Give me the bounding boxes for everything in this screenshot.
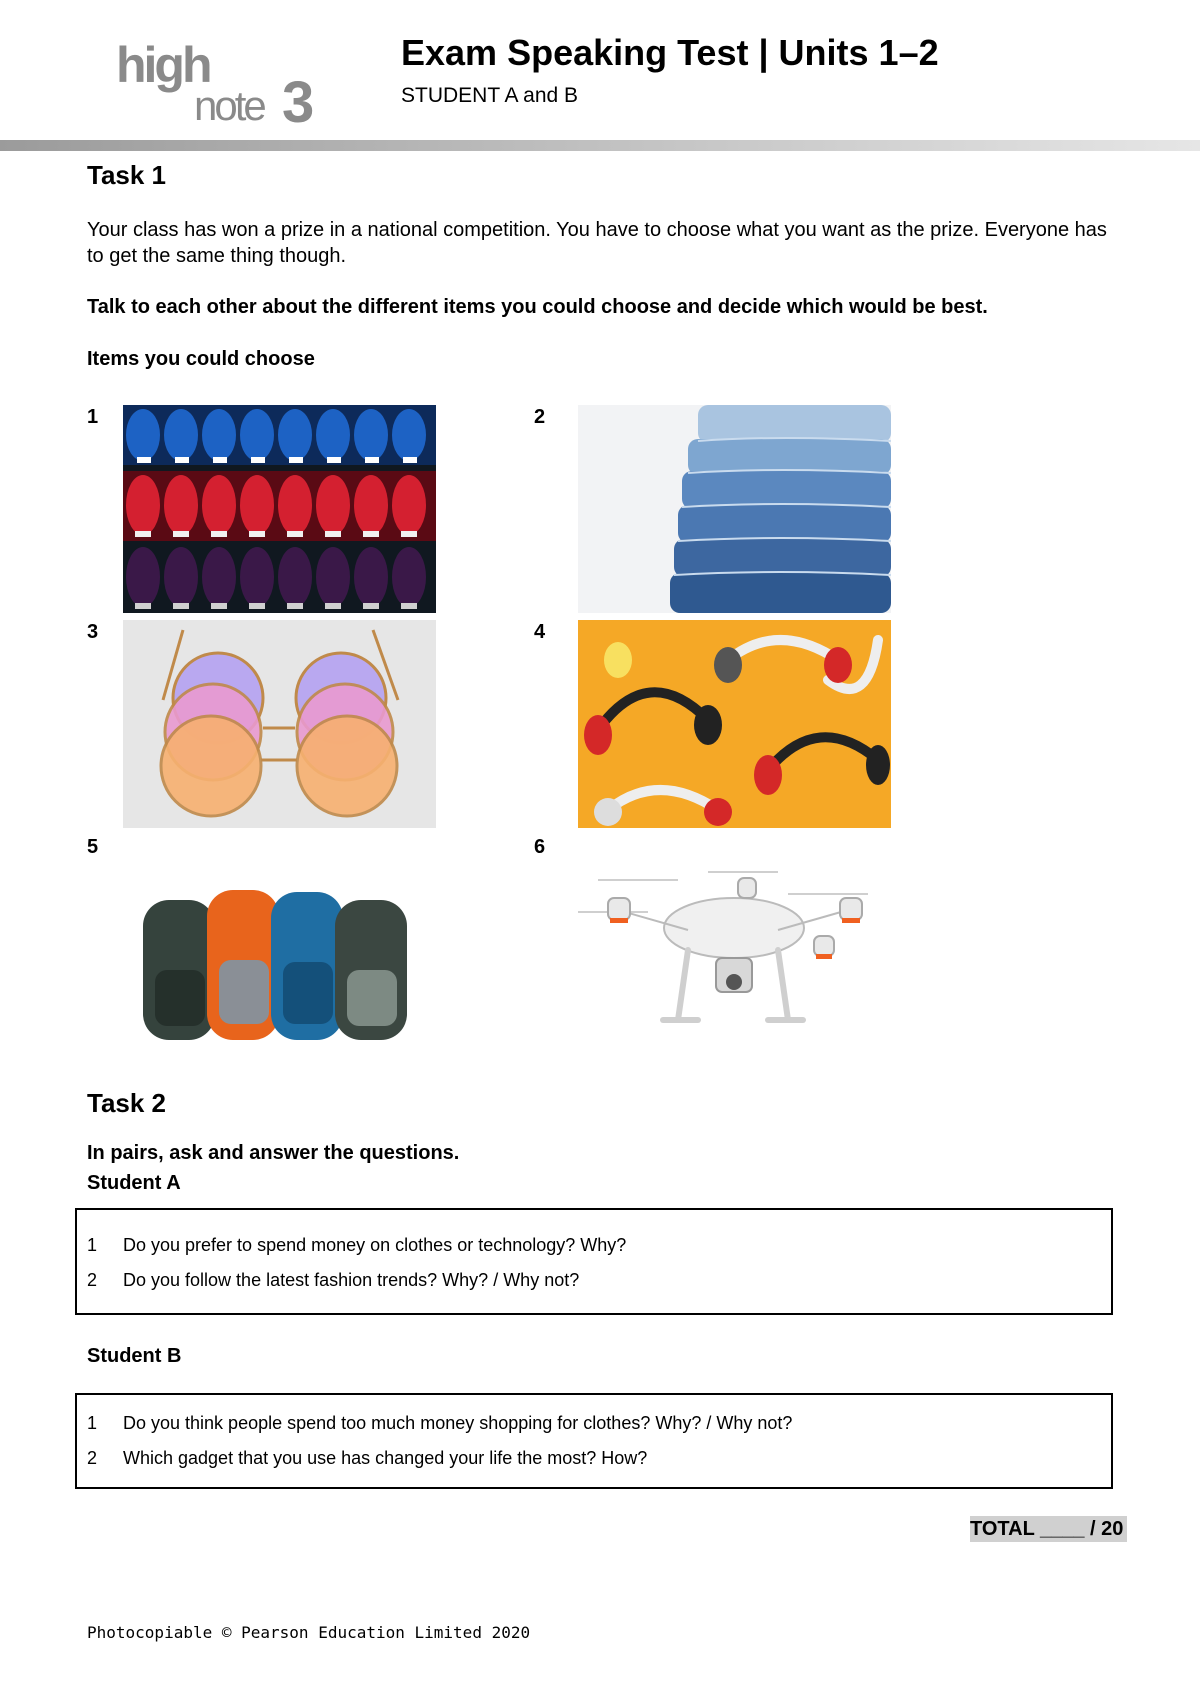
page-title: Exam Speaking Test | Units 1–2: [401, 32, 939, 73]
header-divider: [0, 140, 1200, 151]
logo-word-note: note: [194, 82, 264, 128]
task1-intro: Your class has won a prize in a national competition. You have to choose what you want as the prize. Everyone has to get the same thing though.: [87, 219, 1107, 267]
item-number-2: 2: [534, 406, 546, 428]
student-b-question-2: [87, 1448, 647, 1469]
question-number: 2: [87, 1270, 98, 1290]
question-text: Which gadget that you use has changed your life the most? How?: [123, 1448, 648, 1468]
logo-number: 3: [282, 70, 315, 128]
question-number: 1: [87, 1235, 98, 1255]
drone-photo: [578, 850, 891, 1060]
task1-heading: Task 1: [87, 160, 167, 190]
question-number: 1: [87, 1413, 98, 1433]
question-number: 2: [87, 1448, 98, 1468]
backpacks-photo: [123, 850, 436, 1060]
jeans-photo: [578, 405, 891, 613]
items-heading: Items you could choose: [87, 348, 315, 370]
question-text: Do you prefer to spend money on clothes or technology? Why?: [123, 1235, 627, 1255]
sneakers-photo: [123, 405, 436, 613]
student-b-question-1: [87, 1413, 792, 1434]
item-number-5: 5: [87, 836, 99, 858]
total-score: TOTAL ____ / 20: [970, 1516, 1127, 1542]
task2-heading: Task 2: [87, 1088, 167, 1118]
student-a-question-2: [87, 1270, 579, 1291]
student-a-question-box: [75, 1208, 1113, 1315]
item-number-3: 3: [87, 621, 99, 643]
logo-word-high: high: [116, 38, 210, 93]
student-a-label: Student A: [87, 1172, 181, 1194]
question-text: Do you follow the latest fashion trends? Why? / Why not?: [123, 1270, 580, 1290]
sunglasses-photo: [123, 620, 436, 828]
highnote-logo: [112, 38, 332, 128]
headphones-photo: [578, 620, 891, 828]
task1-instruction: Talk to each other about the different items you could choose and decide which would be best.: [87, 296, 988, 318]
page-subtitle: STUDENT A and B: [401, 84, 579, 107]
student-b-label: Student B: [87, 1345, 182, 1367]
footer-copyright: Photocopiable © Pearson Education Limited 2020: [87, 1623, 531, 1642]
task2-instruction: In pairs, ask and answer the questions.: [87, 1142, 460, 1164]
item-number-1: 1: [87, 406, 99, 428]
item-number-4: 4: [534, 621, 546, 643]
question-text: Do you think people spend too much money shopping for clothes? Why? / Why not?: [123, 1413, 793, 1433]
student-b-question-box: [75, 1393, 1113, 1489]
student-a-question-1: [87, 1235, 626, 1256]
item-number-6: 6: [534, 836, 546, 858]
